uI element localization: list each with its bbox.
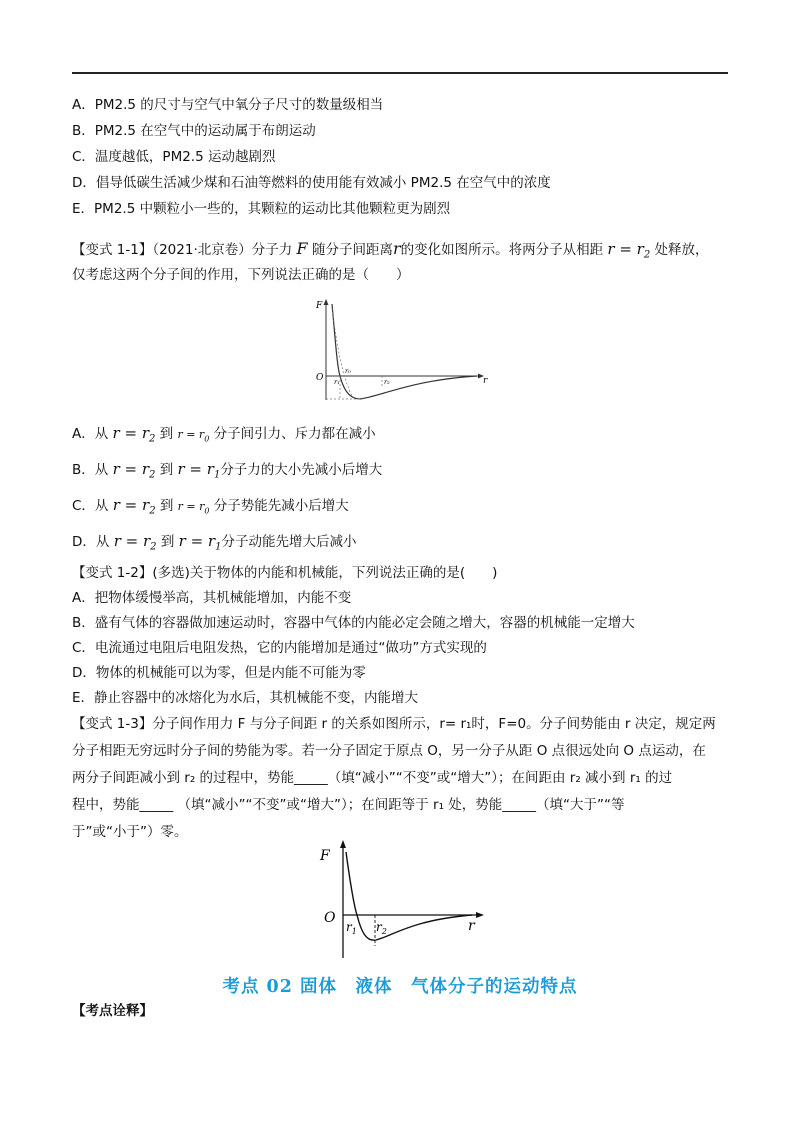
v11-stem-a: 分子力	[251, 242, 293, 258]
graph2-y-arrow	[340, 840, 346, 848]
v11-b-from: r = r	[112, 460, 150, 478]
graph2-r-label: r	[468, 918, 475, 934]
v11-b-to-pre: 到	[159, 462, 174, 478]
v11-option-a	[72, 424, 376, 449]
v11-a-to: r = r	[177, 428, 205, 441]
graph2-r1-label	[346, 920, 357, 936]
graph2-f-label: F	[320, 848, 330, 864]
section-heading: 考点 02 固体 液体 气体分子的运动特点	[222, 977, 578, 997]
v11-c-from-sub: 2	[149, 505, 156, 517]
v13-line-4: 程中，势能_____ （填“减小”“不变”或“增大”）；在间距等于 r₁ 处，势能_____（填“大于”“等	[72, 797, 625, 813]
graph2-curve	[346, 852, 472, 940]
v11-c-to-pre: 到	[159, 498, 174, 514]
v11-stem-d: 处释放，	[654, 242, 709, 258]
graph1-r-label: r	[483, 376, 488, 386]
v11-d-pre: D．从	[72, 534, 110, 550]
v11-a-to-sub: 0	[204, 434, 210, 444]
v11-d-text: 分子动能先增大后减小	[221, 534, 357, 550]
graph1-f-label: F	[316, 301, 323, 311]
v11-d-to-sub: 1	[215, 541, 222, 553]
v11-c-to: r = r	[177, 500, 205, 513]
graph1-r2-label: r₂	[384, 378, 390, 386]
v11-d-to-pre: 到	[160, 534, 175, 550]
v11-stem	[72, 240, 709, 265]
note-label: 【考点诠释】	[72, 1003, 153, 1019]
v11-d-from-sub: 2	[150, 541, 157, 553]
v11-r-symbol: r	[392, 239, 401, 258]
graph1-r1-label: r₁	[334, 378, 340, 386]
v11-f-symbol: F	[296, 239, 308, 258]
graph2-r2-sub: 2	[381, 927, 387, 936]
v11-condition-sub: 2	[643, 249, 651, 261]
force-distance-graph-large	[312, 836, 492, 960]
v11-stem-c: 的变化如图所示。将两分子从相距	[400, 242, 604, 258]
v13-line-1: 【变式 1-3】分子间作用力 F 与分子间距 r 的关系如图所示，r= r₁时，F=0。分子间势能由 r 决定，规定两	[72, 716, 716, 732]
v13-line-2: 分子相距无穷远时分子间的势能为零。若一分子固定于原点 O，另一分子从距 O 点很远处向 O 点运动，在	[72, 743, 706, 759]
v11-a-pre: A．从	[72, 426, 109, 442]
v11-b-text: 分子力的大小先减小后增大	[220, 462, 383, 478]
v11-stem-b: 随分子间距离	[311, 242, 393, 258]
v11-source: （2021·北京卷）	[152, 242, 252, 258]
v11-a-from: r = r	[112, 424, 149, 442]
v12-option-c: C．电流通过电阻后电阻发热，它的内能增加是通过“做功”方式实现的	[72, 640, 487, 656]
v11-b-to: r = r	[177, 460, 214, 478]
graph1-o-label: O	[316, 373, 324, 383]
graph2-r1-main: r	[346, 920, 352, 934]
graph2-r2-label	[376, 920, 387, 936]
v11-a-from-sub: 2	[149, 433, 156, 445]
v11-a-to-pre: 到	[159, 426, 174, 442]
v11-c-from: r = r	[112, 496, 150, 514]
v11-option-d	[72, 532, 356, 557]
v12-option-e: E．静止容器中的冰熔化为水后，其机械能不变，内能增大	[72, 690, 419, 706]
v13-line-5: 于”或“小于”）零。	[72, 824, 188, 840]
v12-stem: 【变式 1-2】(多选)关于物体的内能和机械能，下列说法正确的是( )	[72, 565, 498, 581]
graph2-x-arrow	[476, 912, 484, 918]
v12-option-d: D．物体的机械能可以为零，但是内能不可能为零	[72, 665, 366, 681]
v11-option-c	[72, 496, 349, 521]
v11-d-to: r = r	[178, 532, 216, 550]
v11-b-from-sub: 2	[149, 469, 156, 481]
q1-option-a: A．PM2.5 的尺寸与空气中氧分子尺寸的数量级相当	[72, 97, 384, 113]
graph1-curve	[332, 304, 477, 399]
v11-d-from: r = r	[113, 532, 151, 550]
v11-stem-line2: 仅考虑这两个分子间的作用，下列说法正确的是（ ）	[72, 267, 410, 283]
v11-c-text: 分子势能先减小后增大	[213, 498, 349, 514]
q1-option-b: B．PM2.5 在空气中的运动属于布朗运动	[72, 123, 316, 139]
v11-tag: 【变式 1-1】	[72, 242, 153, 258]
v11-b-to-sub: 1	[213, 469, 221, 481]
q1-option-e: E．PM2.5 中颗粒小一些的，其颗粒的运动比其他颗粒更为剧烈	[72, 201, 451, 217]
v11-b-pre: B．从	[72, 462, 109, 478]
q1-option-d: D．倡导低碳生活减少煤和石油等燃料的使用能有效减小 PM2.5 在空气中的浓度	[72, 175, 551, 191]
graph1-r0-label: r₀	[345, 367, 351, 375]
v13-line-3: 两分子间距减小到 r₂ 的过程中，势能_____（填“减小”“不变”或“增大”）；在间距由 r₂ 减小到 r₁ 的过	[72, 770, 673, 786]
graph2-o-label: O	[324, 910, 336, 926]
q1-option-c: C．温度越低，PM2.5 运动越剧烈	[72, 149, 276, 165]
v12-option-a: A．把物体缓慢举高，其机械能增加，内能不变	[72, 590, 352, 606]
v11-a-text: 分子间引力、斥力都在减小	[213, 426, 376, 442]
v11-condition: r = r	[607, 240, 644, 258]
v11-c-pre: C．从	[72, 498, 109, 514]
graph1-y-arrow	[324, 299, 329, 305]
force-distance-graph-small	[312, 296, 492, 406]
graph2-r2-main: r	[376, 920, 382, 934]
v11-c-to-sub: 0	[204, 506, 210, 516]
graph2-r1-sub: 1	[351, 927, 357, 936]
top-rule	[72, 72, 728, 74]
v11-option-b	[72, 460, 382, 485]
v12-option-b: B．盛有气体的容器做加速运动时，容器中气体的内能必定会随之增大，容器的机械能一定增大	[72, 615, 635, 631]
